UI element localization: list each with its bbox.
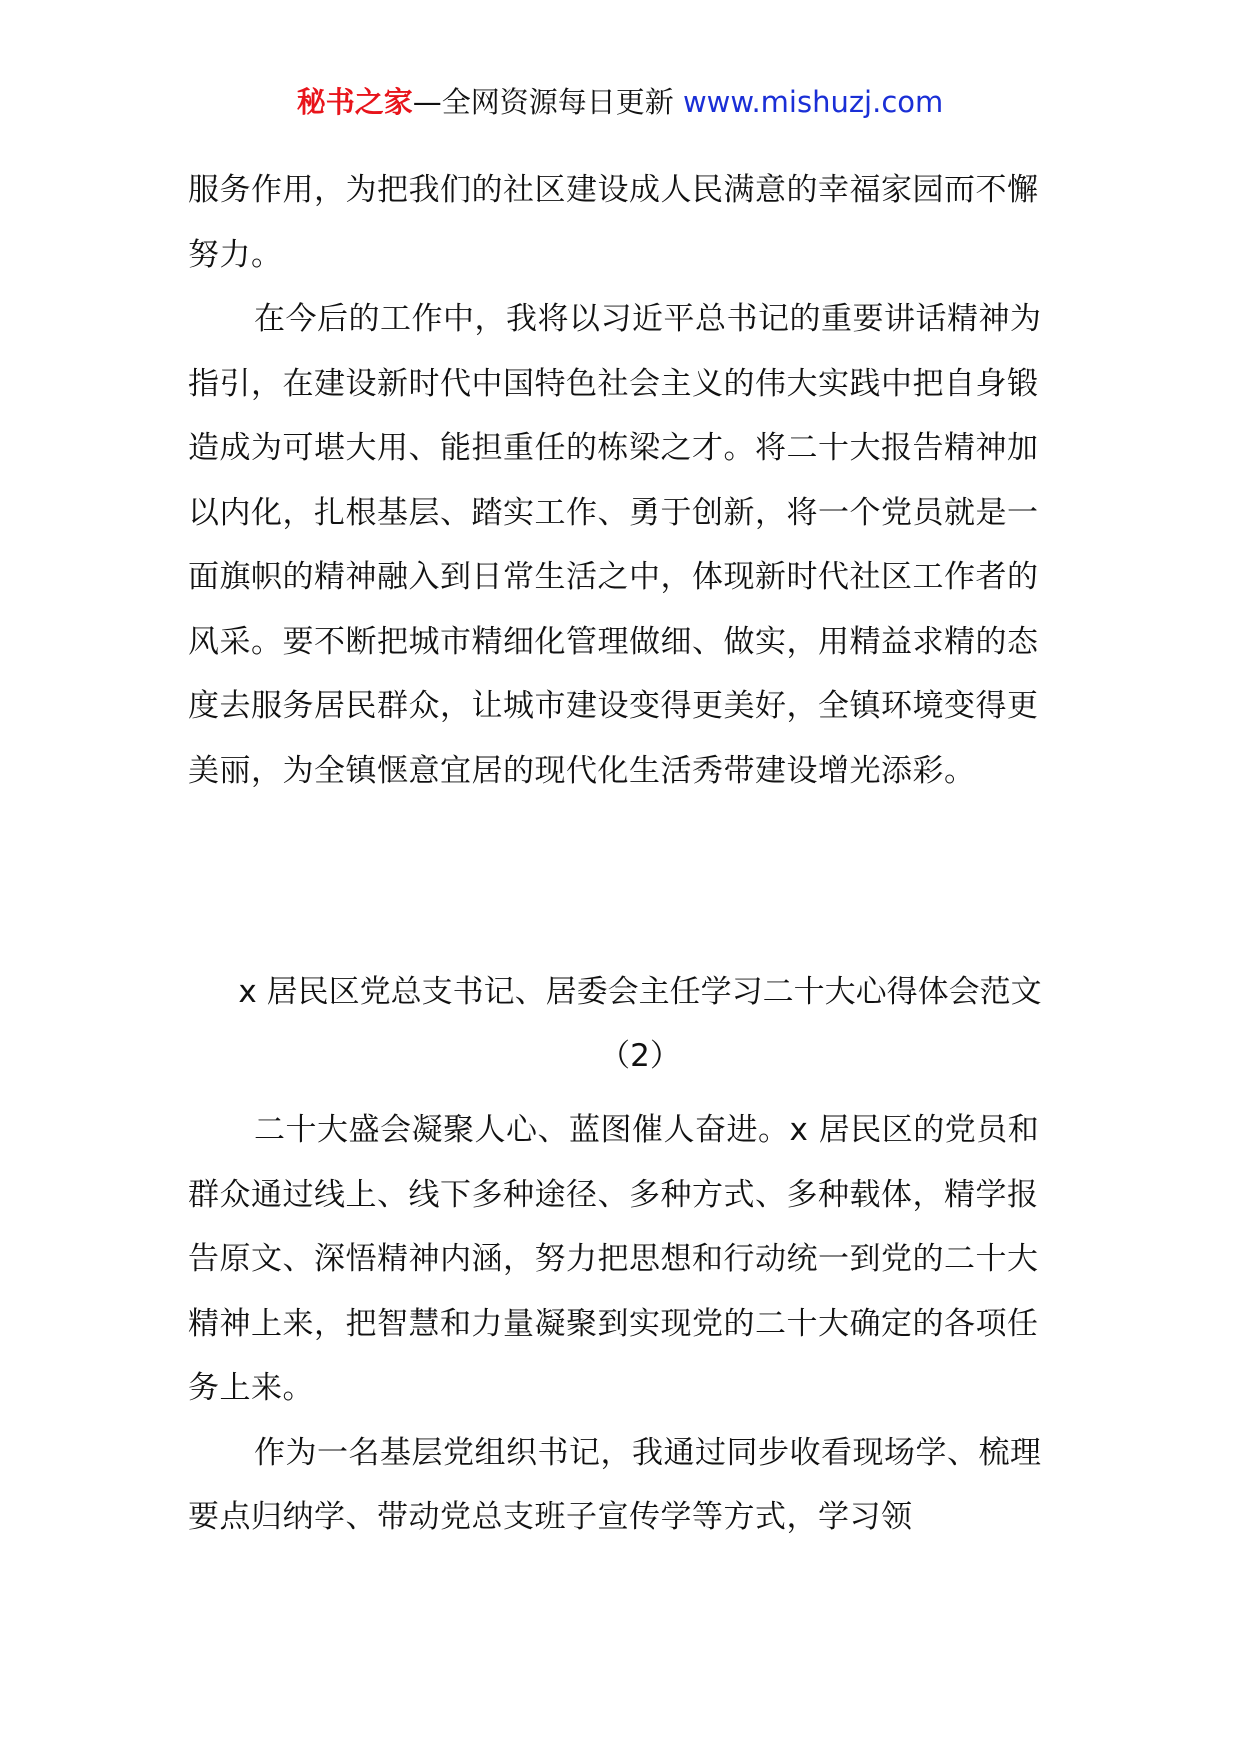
site-tagline: —全网资源每日更新 xyxy=(412,85,674,119)
paragraph-continued: 服务作用，为把我们的社区建设成人民满意的幸福家园而不懈努力。 xyxy=(188,172,1039,273)
section-title-line: x 居民区党总支书记、居委会主任学习二十大心得体会范文 xyxy=(238,974,1042,1010)
paragraph: 作为一名基层党组织书记，我通过同步收看现场学、梳理要点归纳学、带动党总支班子宣传学等方式，学习领 xyxy=(188,1434,1042,1535)
site-header xyxy=(0,82,1240,122)
site-brand: 秘书之家 xyxy=(296,85,413,119)
site-url-link[interactable]: www.mishuzj.com xyxy=(682,85,944,119)
section-title-number: （2） xyxy=(599,1038,681,1074)
paragraph: 二十大盛会凝聚人心、蓝图催人奋进。x 居民区的党员和群众通过线上、线下多种途径、多种方式、多种载体，精学报告原文、深悟精神内涵，努力把思想和行动统一到党的二十大精神上来，把智慧和力量凝聚到实现党的二十大确定的各项任务上来。 xyxy=(188,1112,1040,1406)
section-title xyxy=(150,960,1130,1088)
body-text-block-2 xyxy=(188,1098,1068,1550)
paragraph: 在今后的工作中，我将以习近平总书记的重要讲话精神为指引，在建设新时代中国特色社会主义的伟大实践中把自身锻造成为可堪大用、能担重任的栋梁之才。将二十大报告精神加以内化，扎根基层、踏实工作、勇于创新，将一个党员就是一面旗帜的精神融入到日常生活之中，体现新时代社区工作者的风采。要不断把城市精细化管理做细、做实，用精益求精的态度去服务居民群众，让城市建设变得更美好，全镇环境变得更美丽，为全镇惬意宜居的现代化生活秀带建设增光添彩。 xyxy=(188,301,1042,789)
body-text-block-1 xyxy=(188,158,1068,803)
